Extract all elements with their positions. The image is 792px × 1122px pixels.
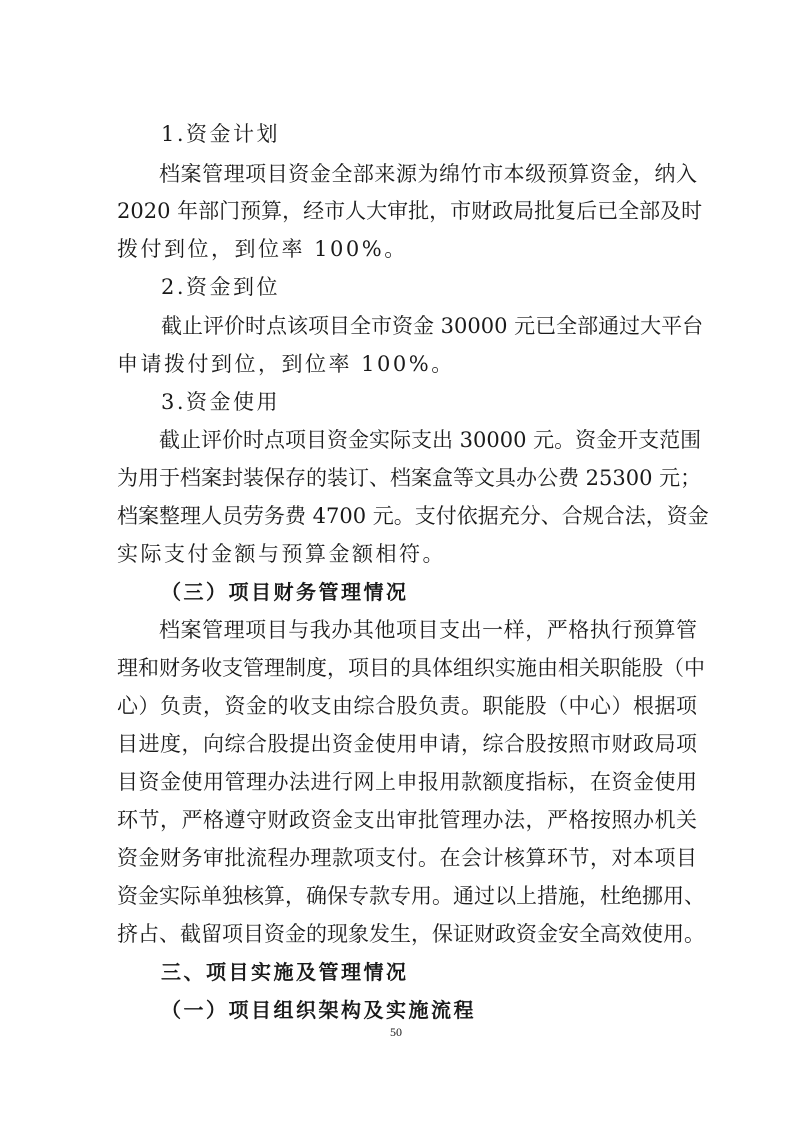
subheading-fund-arrival: 2.资金到位 bbox=[161, 275, 281, 299]
paragraph-line: 截止评价时点该项目全市资金 30000 元已全部通过大平台 bbox=[161, 314, 704, 338]
subheading-fund-use: 3.资金使用 bbox=[161, 390, 281, 414]
paragraph-line: 目进度，向综合股提出资金使用申请，综合股按照市财政局项 bbox=[117, 732, 697, 756]
paragraph-line: 档案管理项目与我办其他项目支出一样，严格执行预算管 bbox=[159, 618, 697, 642]
paragraph-line: 2020 年部门预算，经市人大审批，市财政局批复后已全部及时 bbox=[117, 199, 703, 223]
paragraph-line: 档案整理人员劳务费 4700 元。支付依据充分、合规合法，资金 bbox=[117, 504, 709, 528]
section-heading-organization: （一）项目组织架构及实施流程 bbox=[161, 998, 476, 1022]
paragraph-line: 申请拨付到位，到位率 100%。 bbox=[117, 352, 455, 376]
page-number: 50 bbox=[390, 1025, 402, 1039]
paragraph-line: 拨付到位，到位率 100%。 bbox=[117, 237, 408, 261]
paragraph-line: 实际支付金额与预算金额相符。 bbox=[117, 542, 446, 566]
paragraph-line: 资金财务审批流程办理款项支付。在会计核算环节，对本项目 bbox=[117, 846, 697, 870]
chapter-heading-implementation: 三、项目实施及管理情况 bbox=[161, 960, 409, 984]
paragraph-line: 截止评价时点项目资金实际支出 30000 元。资金开支范围 bbox=[159, 428, 702, 452]
paragraph-line: 资金实际单独核算，确保专款专用。通过以上措施，杜绝挪用、 bbox=[117, 884, 705, 908]
paragraph-line: 目资金使用管理办法进行网上申报用款额度指标，在资金使用 bbox=[117, 770, 697, 794]
section-heading-financial-management: （三）项目财务管理情况 bbox=[161, 580, 409, 604]
paragraph-line: 心）负责，资金的收支由综合股负责。职能股（中心）根据项 bbox=[117, 694, 697, 718]
paragraph-line: 为用于档案封装保存的装订、档案盒等文具办公费 25300 元； bbox=[117, 466, 702, 490]
subheading-fund-plan: 1.资金计划 bbox=[161, 122, 281, 146]
paragraph-line: 理和财务收支管理制度，项目的具体组织实施由相关职能股（中 bbox=[117, 656, 705, 680]
paragraph-line: 档案管理项目资金全部来源为绵竹市本级预算资金，纳入 bbox=[159, 162, 697, 186]
paragraph-line: 挤占、截留项目资金的现象发生，保证财政资金安全高效使用。 bbox=[117, 922, 705, 946]
paragraph-line: 环节，严格遵守财政资金支出审批管理办法，严格按照办机关 bbox=[117, 808, 697, 832]
